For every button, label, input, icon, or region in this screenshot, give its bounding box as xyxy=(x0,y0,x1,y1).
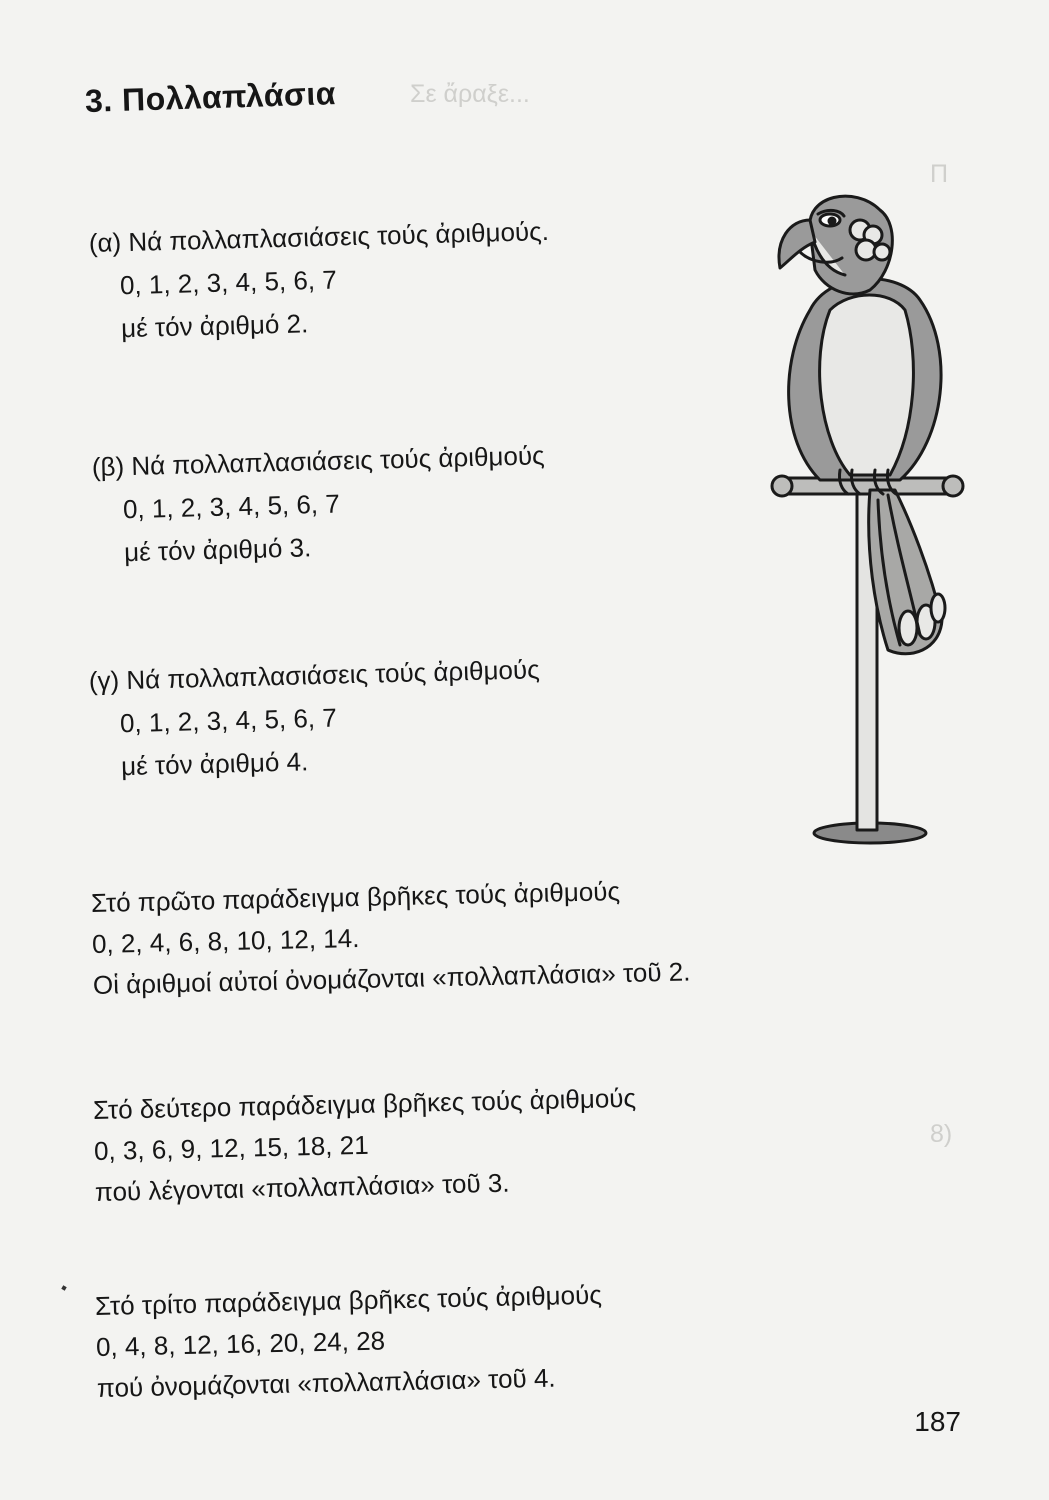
paragraph-line: Στό τρίτο παράδειγμα βρῆκες τούς ἀριθμούς xyxy=(94,1279,603,1322)
task-instruction: (β) Νά πολλαπλασιάσεις τούς ἀριθμούς xyxy=(91,440,545,483)
task-numbers: 0, 1, 2, 3, 4, 5, 6, 7 xyxy=(122,488,341,525)
task-numbers: 0, 1, 2, 3, 4, 5, 6, 7 xyxy=(119,264,338,301)
paragraph-line: Στό πρῶτο παράδειγμα βρῆκες τούς ἀριθμούς xyxy=(90,876,621,919)
page-title: 3. Πολλαπλάσια xyxy=(84,75,337,119)
parrot-on-perch-icon xyxy=(770,190,970,855)
paragraph-line: πού ὀνομάζονται «πολλαπλάσια» τοῦ 4. xyxy=(96,1362,556,1403)
paragraph-numbers: 0, 4, 8, 12, 16, 20, 24, 28 xyxy=(95,1325,386,1362)
textbook-page: Σε ἄραξε... Π 8) 3. Πολλαπλάσια (α) Νά πολλαπλασιάσεις τούς ἀριθμούς. 0, 1, 2, 3, 4, 5, 6, 7 μέ τόν ἀριθμό 2. (β) Νά πολλαπλασιάσεις τούς ἀριθμούς 0, 1, 2, 3, 4, 5, 6, 7 μέ τόν ἀριθμό 3. (γ) Νά πολλαπλασιάσεις τούς ἀριθμούς 0, 1, 2, 3, 4, 5, 6, 7 μέ τόν ἀριθμό 4. Στό πρῶτο παράδειγμα βρῆκες τούς ἀριθμούς 0, 2, 4, 6, 8, 10, 12, 14. Οἱ ἀριθμοί αὐτοί ὀνομάζονται «πολλαπλάσια» τοῦ 2. Στό δεύτερο παράδειγμα βρῆκες τούς ἀριθμούς 0, 3, 6, 9, 12, 15, 18, 21 πού λέγονται «πολλαπλάσια» τοῦ 3. Στό τρίτο παράδειγμα βρῆκες τούς ἀριθμούς 0, 4, 8, 12, 16, 20, 24, 28 πού ὀνομάζονται «πολλαπλάσια» τοῦ 4. 187 xyxy=(0,0,1049,1500)
task-b xyxy=(91,440,547,569)
paragraph-line: Στό δεύτερο παράδειγμα βρῆκες τούς ἀριθμούς xyxy=(92,1082,637,1126)
paragraph-multiples-of-2 xyxy=(91,869,691,1006)
paragraph-numbers: 0, 2, 4, 6, 8, 10, 12, 14. xyxy=(91,922,360,959)
print-speck xyxy=(61,1285,66,1290)
task-numbers: 0, 1, 2, 3, 4, 5, 6, 7 xyxy=(119,702,338,739)
task-instruction: (γ) Νά πολλαπλασιάσεις τούς ἀριθμούς xyxy=(88,654,541,697)
task-a xyxy=(88,216,551,345)
task-multiplier: μέ τόν ἀριθμό 4. xyxy=(120,746,309,782)
task-multiplier: μέ τόν ἀριθμό 3. xyxy=(123,532,312,568)
paragraph-multiples-of-3 xyxy=(93,1078,639,1213)
task-multiplier: μέ τόν ἀριθμό 2. xyxy=(120,308,309,344)
page-number: 187 xyxy=(914,1406,961,1437)
paragraph-numbers: 0, 3, 6, 9, 12, 15, 18, 21 xyxy=(93,1129,369,1166)
task-c xyxy=(88,654,542,783)
paragraph-line: Οἱ ἀριθμοί αὐτοί ὀνομάζονται «πολλαπλάσια» τοῦ 2. xyxy=(92,956,691,1000)
paragraph-line: πού λέγονται «πολλαπλάσια» τοῦ 3. xyxy=(94,1167,510,1207)
paragraph-multiples-of-4 xyxy=(95,1275,605,1409)
task-instruction: (α) Νά πολλαπλασιάσεις τούς ἀριθμούς. xyxy=(88,215,550,259)
